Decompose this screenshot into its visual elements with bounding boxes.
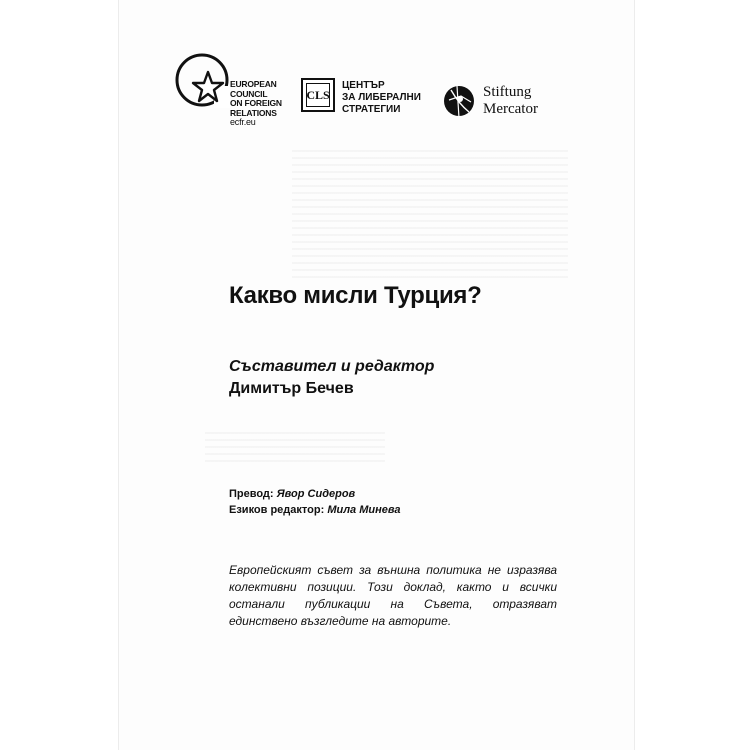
show-through-text — [292, 148, 568, 278]
ecfr-line: RELATIONS — [230, 107, 277, 118]
ecfr-line: ON FOREIGN — [230, 98, 282, 108]
ecfr-line: EUROPEAN — [230, 79, 277, 89]
cls-wordmark — [342, 80, 421, 116]
language-editor-label: Езиков редактор: — [229, 504, 325, 516]
translation-credit — [229, 486, 401, 502]
cls-line: ЗА ЛИБЕРАЛНИ — [342, 92, 421, 103]
editor-role: Съставител и редактор — [229, 358, 435, 375]
show-through-text — [205, 428, 385, 462]
mercator-globe-icon — [441, 82, 479, 122]
ecfr-logo — [174, 52, 294, 132]
ecfr-line: COUNCIL — [230, 88, 268, 99]
disclaimer: Европейският съвет за външна политика не изразява колективни позиции. Този доклад, както и всички останали публикации на Съвета, отразяват единствено възгледите на авторите. — [229, 563, 557, 628]
mercator-logo — [441, 82, 561, 122]
cls-line: ЦЕНТЪР — [342, 80, 385, 91]
language-editor-name: Мила Минева — [327, 504, 401, 516]
mercator-wordmark — [483, 84, 538, 118]
cls-logo — [301, 78, 431, 128]
ecfr-wordmark — [230, 80, 282, 128]
ecfr-url: ecfr.eu — [230, 117, 256, 127]
editor-name: Димитър Бечев — [229, 380, 354, 397]
cls-mark-icon: CLS — [301, 78, 335, 112]
mercator-line: Stiftung — [483, 84, 532, 100]
star-circle-icon — [174, 52, 230, 110]
translation-label: Превод: — [229, 488, 274, 500]
cls-line: СТРАТЕГИИ — [342, 104, 401, 115]
mercator-line: Mercator — [483, 101, 538, 117]
translator-name: Явор Сидеров — [276, 488, 356, 500]
credits — [229, 486, 401, 518]
language-editor-credit — [229, 502, 401, 518]
editor-block — [229, 356, 434, 400]
book-title: Какво мисли Турция? — [229, 282, 482, 309]
